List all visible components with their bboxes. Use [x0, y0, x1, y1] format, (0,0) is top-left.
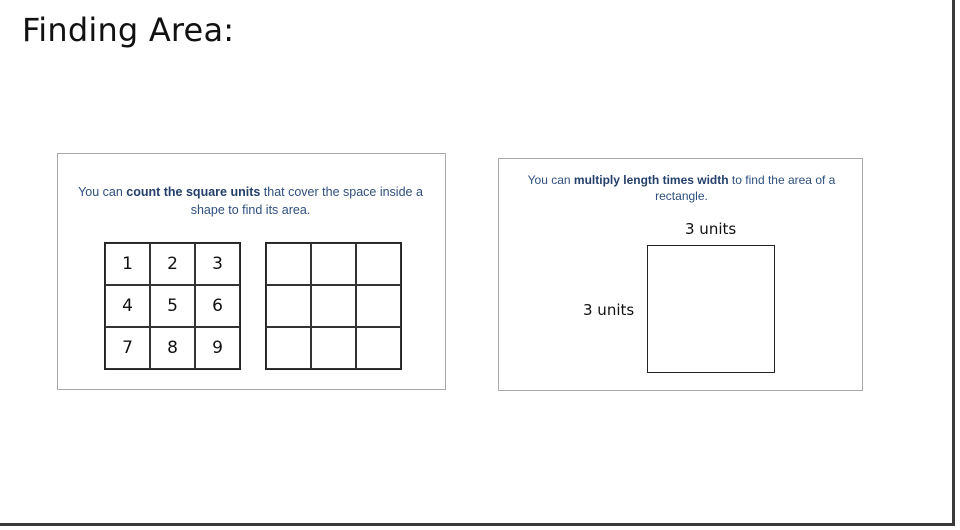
grid-cell: 8 [150, 327, 195, 369]
grid-cell [266, 285, 311, 327]
grid-cell [356, 243, 401, 285]
grid-cell: 7 [105, 327, 150, 369]
square-shape [647, 245, 775, 373]
grid-cell [311, 285, 356, 327]
grid-cell [356, 285, 401, 327]
caption-text: to find the area of a rectangle. [655, 173, 836, 203]
grid-cell: 9 [195, 327, 240, 369]
caption-emphasis: multiply length times width [573, 173, 729, 187]
page-title: Finding Area: [22, 11, 235, 49]
grid-cell [356, 327, 401, 369]
grid-cell [266, 243, 311, 285]
multiply-caption [509, 172, 854, 204]
width-label: 3 units [583, 301, 635, 319]
multiply-card [498, 158, 863, 391]
grid-cell [311, 327, 356, 369]
numbered-grid [104, 242, 241, 370]
caption-text: that cover the space inside a shape to find its area. [190, 185, 423, 217]
caption-text: You can [78, 185, 127, 199]
grid-cell: 4 [105, 285, 150, 327]
length-label: 3 units [685, 220, 737, 238]
grid-cell: 5 [150, 285, 195, 327]
caption-text: You can [527, 173, 574, 187]
grid-cell: 3 [195, 243, 240, 285]
count-units-caption [78, 183, 423, 219]
grid-cell: 6 [195, 285, 240, 327]
caption-emphasis: count the square units [126, 185, 261, 199]
grid-cell [311, 243, 356, 285]
grid-cell [266, 327, 311, 369]
empty-grid [265, 242, 402, 370]
grid-cell: 2 [150, 243, 195, 285]
count-units-card [57, 153, 446, 390]
grid-cell: 1 [105, 243, 150, 285]
